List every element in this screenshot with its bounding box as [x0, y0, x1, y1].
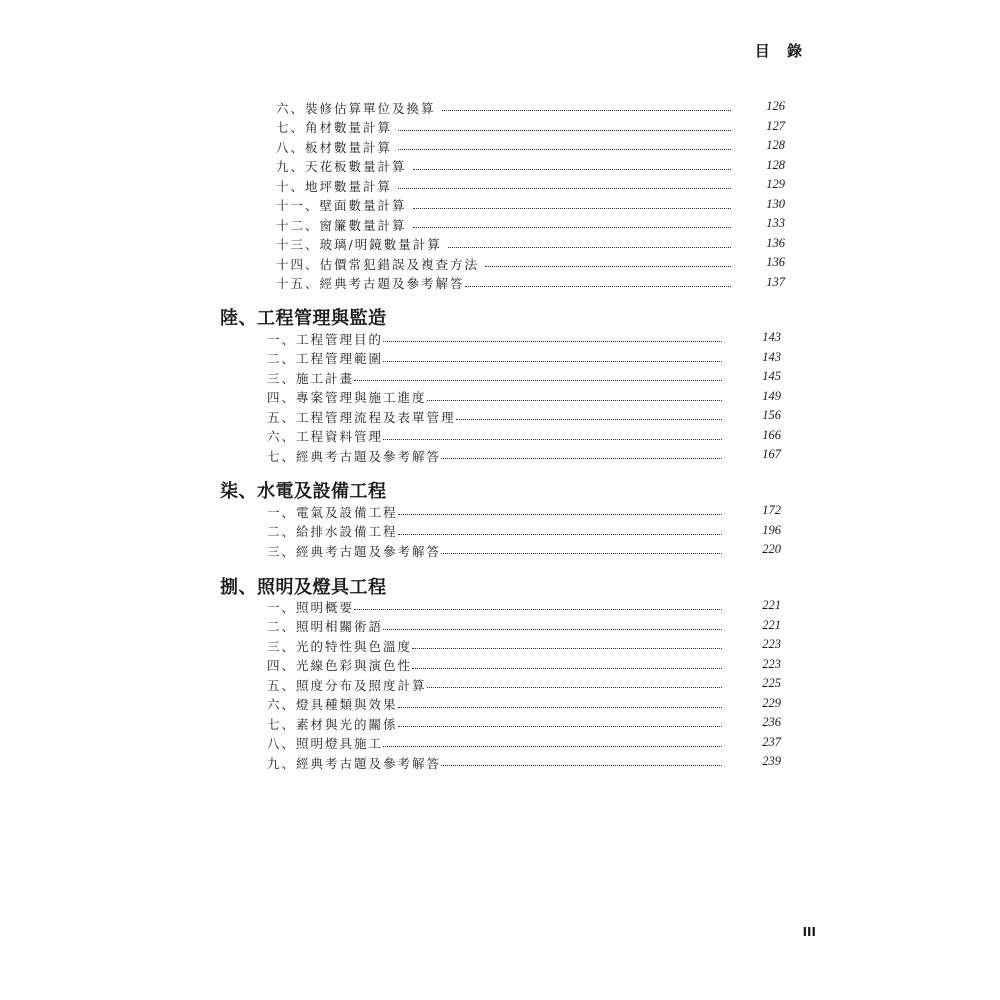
dot-leader	[383, 439, 722, 440]
toc-entry-page: 229	[762, 695, 781, 710]
toc-entry-label: 五、工程管理流程及表單管理	[267, 409, 456, 425]
toc-entry-page: 127	[766, 118, 785, 133]
dot-leader	[441, 458, 722, 459]
toc-entry-page: 239	[762, 754, 781, 768]
toc-entry-page: 223	[762, 656, 781, 671]
toc-entry[interactable]	[276, 274, 737, 294]
dot-leader	[398, 130, 731, 131]
toc-entry[interactable]	[267, 714, 728, 734]
toc-entry-page: 221	[762, 598, 781, 612]
toc-entry-label: 十、地坪數量計算	[276, 178, 393, 194]
toc-entry[interactable]	[267, 597, 728, 617]
toc-entry-page: 156	[762, 408, 781, 422]
toc-entry[interactable]	[267, 427, 728, 447]
toc-entry-page: 128	[766, 138, 785, 152]
toc-entry[interactable]	[267, 753, 728, 773]
chapter-heading: 柒、水電及設備工程	[220, 481, 387, 502]
toc-entry-label: 十一、壁面數量計算	[276, 198, 407, 214]
toc-entry[interactable]	[267, 522, 728, 542]
toc-entry[interactable]	[267, 734, 728, 754]
toc-entry[interactable]	[267, 407, 728, 427]
toc-entry[interactable]	[276, 118, 737, 138]
toc-entry-page: 128	[766, 157, 785, 172]
dot-leader	[413, 169, 731, 170]
toc-entry-page: 129	[766, 177, 785, 191]
toc-entry[interactable]	[267, 656, 728, 676]
toc-entry-label: 六、工程資料管理	[267, 429, 384, 445]
toc-entry-page: 143	[762, 349, 781, 364]
dot-leader	[412, 668, 722, 669]
toc-entry-label: 六、裝修估算單位及換算	[276, 100, 436, 116]
dot-leader	[383, 341, 722, 342]
dot-leader	[412, 648, 722, 649]
toc-entry[interactable]	[276, 196, 737, 216]
toc-entry-label: 八、照明燈具施工	[267, 736, 384, 752]
dot-leader	[427, 400, 722, 401]
dot-leader	[413, 208, 731, 209]
toc-entry-page: 166	[762, 427, 781, 442]
toc-entry[interactable]	[267, 541, 728, 561]
toc-entry-label: 十四、估價常犯錯誤及複查方法	[276, 256, 480, 272]
toc-entry-page: 137	[766, 274, 785, 289]
toc-entry-label: 三、施工計畫	[267, 370, 355, 386]
toc-entry-label: 二、照明相關術語	[267, 619, 384, 635]
dot-leader	[427, 687, 722, 688]
toc-entry[interactable]	[267, 446, 728, 466]
chapter-heading: 陸、工程管理與監造	[220, 308, 387, 329]
dot-leader	[398, 534, 722, 535]
toc-entry-page: 172	[762, 503, 781, 517]
dot-leader	[442, 110, 731, 111]
toc-entry-label: 十五、經典考古題及參考解答	[276, 276, 465, 292]
toc-entry-page: 149	[762, 388, 781, 403]
toc-entry[interactable]	[267, 675, 728, 695]
toc-entry-label: 七、經典考古題及參考解答	[267, 448, 442, 464]
toc-entry-label: 六、燈具種類與效果	[267, 697, 398, 713]
dot-leader	[398, 149, 731, 150]
toc-entry-label: 一、工程管理目的	[267, 331, 384, 347]
toc-entry[interactable]	[276, 157, 737, 177]
dot-leader	[398, 514, 722, 515]
toc-entry-page: 136	[766, 235, 785, 250]
toc-entry-page: 220	[762, 542, 781, 556]
toc-entry[interactable]	[267, 388, 728, 408]
toc-entry-page: 126	[766, 99, 785, 113]
dot-leader	[485, 266, 731, 267]
dot-leader	[398, 188, 731, 189]
dot-leader	[441, 765, 722, 766]
toc-entry-page: 196	[762, 522, 781, 537]
toc-entry[interactable]	[276, 235, 737, 255]
toc-entry-label: 三、經典考古題及參考解答	[267, 543, 442, 559]
dot-leader	[354, 609, 722, 610]
toc-entry[interactable]	[267, 329, 728, 349]
toc-entry-label: 一、電氣及設備工程	[267, 504, 398, 520]
toc-entry-label: 五、照度分布及照度計算	[267, 677, 427, 693]
toc-entry-page: 167	[762, 447, 781, 461]
toc-entry-label: 十二、窗簾數量計算	[276, 217, 407, 233]
toc-entry-label: 九、天花板數量計算	[276, 159, 407, 175]
toc-entry[interactable]	[267, 617, 728, 637]
toc-entry[interactable]	[276, 137, 737, 157]
dot-leader	[398, 726, 722, 727]
toc-entry-label: 十三、玻璃/明鏡數量計算	[276, 237, 442, 253]
dot-leader	[465, 286, 731, 287]
dot-leader	[398, 707, 722, 708]
toc-entry[interactable]	[267, 349, 728, 369]
dot-leader	[448, 247, 731, 248]
toc-entry[interactable]	[267, 636, 728, 656]
toc-entry-label: 九、經典考古題及參考解答	[267, 755, 442, 771]
toc-entry[interactable]	[267, 502, 728, 522]
toc-entry-label: 八、板材數量計算	[276, 139, 393, 155]
dot-leader	[383, 629, 722, 630]
toc-entry-page: 143	[762, 330, 781, 344]
toc-entry-page: 133	[766, 216, 785, 230]
toc-entry-label: 四、光線色彩與演色性	[267, 658, 413, 674]
toc-entry-page: 136	[766, 255, 785, 269]
toc-entry[interactable]	[276, 176, 737, 196]
toc-entry-label: 七、素材與光的關係	[267, 716, 398, 732]
toc-entry[interactable]	[267, 368, 728, 388]
toc-entry-label: 二、給排水設備工程	[267, 524, 398, 540]
toc-entry[interactable]	[276, 254, 737, 274]
dot-leader	[441, 553, 722, 554]
dot-leader	[383, 361, 722, 362]
dot-leader	[413, 227, 731, 228]
toc-entry-label: 四、專案管理與施工進度	[267, 390, 427, 406]
toc-entry-label: 一、照明概要	[267, 599, 355, 615]
dot-leader	[383, 746, 722, 747]
chapter-heading: 捌、照明及燈具工程	[220, 577, 387, 598]
toc-entry[interactable]	[267, 695, 728, 715]
toc-entry[interactable]	[276, 215, 737, 235]
toc-entry-label: 七、角材數量計算	[276, 120, 393, 136]
dot-leader	[456, 419, 722, 420]
toc-entry-page: 145	[762, 369, 781, 383]
page-number: III	[802, 925, 816, 939]
toc-entry[interactable]	[276, 98, 737, 118]
toc-entry-label: 三、光的特性與色溫度	[267, 638, 413, 654]
toc-entry-page: 223	[762, 637, 781, 651]
toc-entry-page: 236	[762, 715, 781, 729]
toc-entry-label: 二、工程管理範圍	[267, 351, 384, 367]
toc-entry-page: 130	[766, 196, 785, 211]
toc-entry-page: 237	[762, 734, 781, 749]
dot-leader	[354, 380, 722, 381]
page-header-title: 目 錄	[754, 42, 808, 60]
toc-entry-page: 221	[762, 617, 781, 632]
toc-entry-page: 225	[762, 676, 781, 690]
